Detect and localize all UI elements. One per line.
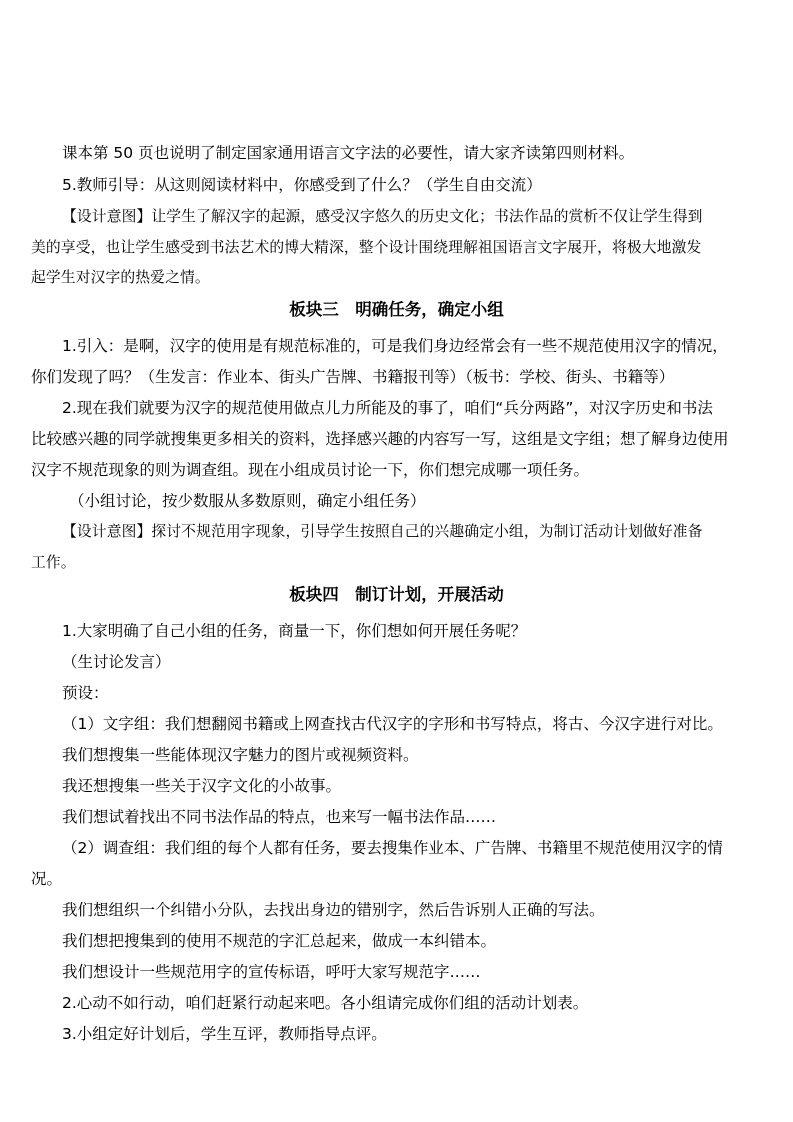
paragraph-text: （1）文字组：我们想翻阅书籍或上网查找古代汉字的字形和书写特点，将古、今汉字进行对比。 (62, 715, 723, 733)
paragraph-text: 况。 (31, 870, 63, 888)
paragraph-text: 2.心动不如行动，咱们赶紧行动起来吧。各小组请完成你们组的活动计划表。 (62, 994, 589, 1012)
paragraph-text: （小组讨论，按少数服从多数原则，确定小组任务） (69, 492, 426, 510)
paragraph-text: 我们想把搜集到的使用不规范的字汇总起来，做成一本纠错本。 (62, 932, 497, 950)
design-intent-text: 探讨不规范用字现象，引导学生按照自己的兴趣确定小组，为制订活动计划做好准备 (151, 523, 703, 540)
design-intent-text: 工作。 (31, 554, 76, 571)
paragraph-text: 我们想搜集一些能体现汉字魅力的图片或视频资料。 (62, 746, 419, 764)
design-intent (62, 522, 703, 542)
paragraph-text: 预设： (62, 684, 109, 702)
paragraph-text: 我们想组织一个纠错小分队，去找出身边的错别字，然后告诉别人正确的写法。 (62, 901, 605, 919)
design-intent (62, 207, 703, 227)
paragraph-text: 你们发现了吗？（生发言：作业本、街头广告牌、书籍报刊等）（板书：学校、街头、书籍等） (31, 368, 675, 386)
design-intent-text: 让学生了解汉字的起源，感受汉字悠久的历史文化；书法作品的赏析不仅让学生得到 (151, 208, 703, 225)
paragraph-text: 我还想搜集一些关于汉字文化的小故事。 (62, 777, 342, 795)
paragraph-text: （生讨论发言） (62, 653, 171, 671)
paragraph-text: 2.现在我们就要为汉字的规范使用做点儿力所能及的事了，咱们“兵分两路”，对汉字历史和书法 (62, 399, 713, 417)
design-intent-text: 起学生对汉字的热爱之情。 (31, 269, 210, 286)
paragraph-text: 课本第 50 页也说明了制定国家通用语言文字法的必要性，请大家齐读第四则材料。 (62, 144, 635, 162)
design-intent-tag: 【设计意图】 (62, 523, 152, 540)
paragraph-text: 我们想试着找出不同书法作品的特点，也来写一幅书法作品…… (62, 808, 497, 826)
paragraph-text: 5.教师引导：从这则阅读材料中，你感受到了什么？（学生自由交流） (62, 176, 542, 194)
paragraph-text: 1.引入：是啊，汉字的使用是有规范标准的，可是我们身边经常会有一些不规范使用汉字的情况， (62, 337, 728, 355)
paragraph-text: 比较感兴趣的同学就搜集更多相关的资料，选择感兴趣的内容写一写，这组是文字组；想了解身边使用 (31, 430, 729, 448)
design-intent-tag: 【设计意图】 (62, 208, 152, 225)
paragraph-text: （2）调查组：我们组的每个人都有任务，要去搜集作业本、广告牌、书籍里不规范使用汉字的情 (62, 839, 723, 857)
design-intent-text: 美的享受，也让学生感受到书法艺术的博大精深，整个设计围绕理解祖国语言文字展开，将极大地激发 (31, 239, 702, 256)
paragraph-text: 汉字不规范现象的则为调查组。现在小组成员讨论一下，你们想完成哪一项任务。 (31, 461, 590, 479)
paragraph-text: 3.小组定好计划后，学生互评，教师指导点评。 (62, 1025, 387, 1043)
section-heading: 板块四 制订计划，开展活动 (289, 585, 504, 604)
paragraph-text: 1.大家明确了自己小组的任务，商量一下，你们想如何开展任务呢？ (62, 622, 527, 640)
paragraph-text: 我们想设计一些规范用字的宣传标语，呼吁大家写规范字…… (62, 963, 481, 981)
section-heading: 板块三 明确任务，确定小组 (289, 300, 504, 319)
